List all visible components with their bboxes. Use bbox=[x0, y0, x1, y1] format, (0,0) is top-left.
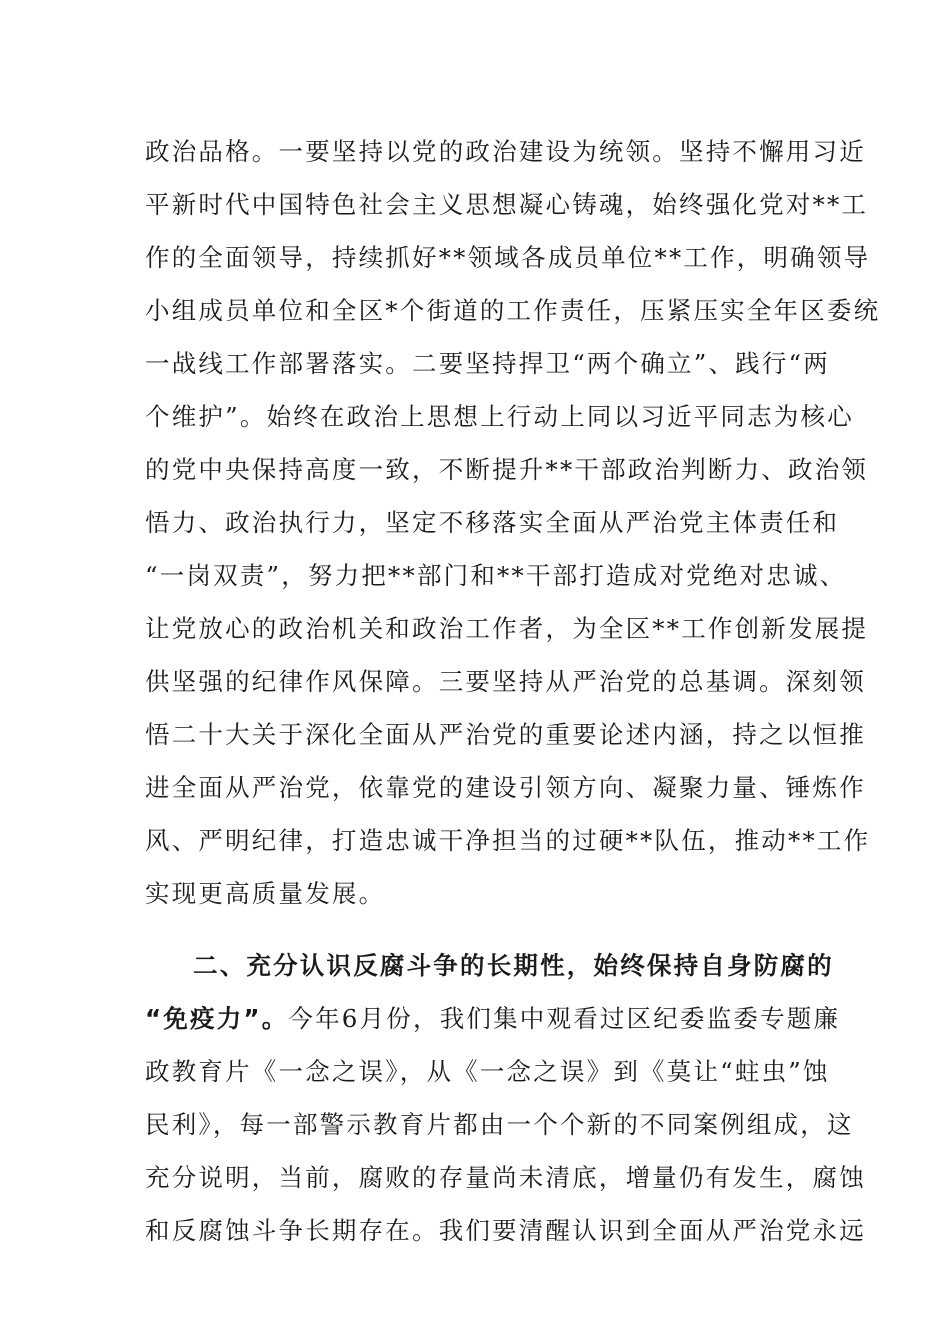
body-text-line: 平新时代中国特色社会主义思想凝心铸魂，始终强化党对**工 bbox=[145, 190, 869, 219]
body-text-line: 实现更高质量发展。 bbox=[145, 879, 386, 908]
body-text-line: 充分说明，当前，腐败的存量尚未清底，增量仍有发生，腐蚀 bbox=[145, 1163, 866, 1192]
body-text-line: 进全面从严治党，依靠党的建设引领方向、凝聚力量、锤炼作 bbox=[145, 773, 866, 802]
body-text-line: 和反腐蚀斗争长期存在。我们要清醒认识到全面从严治党永远 bbox=[145, 1216, 866, 1245]
body-text-line: “一岗双责”，努力把**部门和**干部打造成对党绝对忠诚、 bbox=[145, 561, 847, 590]
body-text-line: 一战线工作部署落实。二要坚持捍卫“两个确立”、践行“两 bbox=[145, 349, 830, 378]
body-text-line: 让党放心的政治机关和政治工作者，为全区**工作创新发展提 bbox=[145, 614, 869, 643]
body-text-line: 悟力、政治执行力，坚定不移落实全面从严治党主体责任和 bbox=[145, 508, 840, 537]
body-text-line: 政治品格。一要坚持以党的政治建设为统领。坚持不懈用习近 bbox=[145, 137, 866, 166]
body-text-line: 个维护”。始终在政治上思想上行动上同以习近平同志为核心 bbox=[145, 402, 854, 431]
body-text-line: 风、严明纪律，打造忠诚干净担当的过硬**队伍，推动**工作 bbox=[145, 826, 871, 855]
body-text-span: 今年6月份，我们集中观看过区纪委监委专题廉 bbox=[288, 1004, 841, 1033]
section-heading-tail: “免疫力”。 bbox=[145, 1004, 289, 1033]
body-text-line: 政教育片《一念之误》，从《一念之误》到《莫让“蛀虫”蚀 bbox=[145, 1057, 830, 1086]
body-text-line: 小组成员单位和全区*个街道的工作责任，压紧压实全年区委统 bbox=[145, 296, 881, 325]
body-text-line: 民利》，每一部警示教育片都由一个个新的不同案例组成，这 bbox=[145, 1110, 854, 1139]
body-text-line: 作的全面领导，持续抓好**领域各成员单位**工作，明确领导 bbox=[145, 243, 871, 272]
section-heading-continuation-line bbox=[145, 999, 841, 1039]
body-text-line: 悟二十大关于深化全面从严治党的重要论述内涵，持之以恒推 bbox=[145, 720, 866, 749]
body-text-line: 的党中央保持高度一致，不断提升**干部政治判断力、政治领 bbox=[145, 455, 869, 484]
section-heading: 二、充分认识反腐斗争的长期性，始终保持自身防腐的 bbox=[193, 951, 834, 980]
body-text-line: 供坚强的纪律作风保障。三要坚持从严治党的总基调。深刻领 bbox=[145, 667, 866, 696]
